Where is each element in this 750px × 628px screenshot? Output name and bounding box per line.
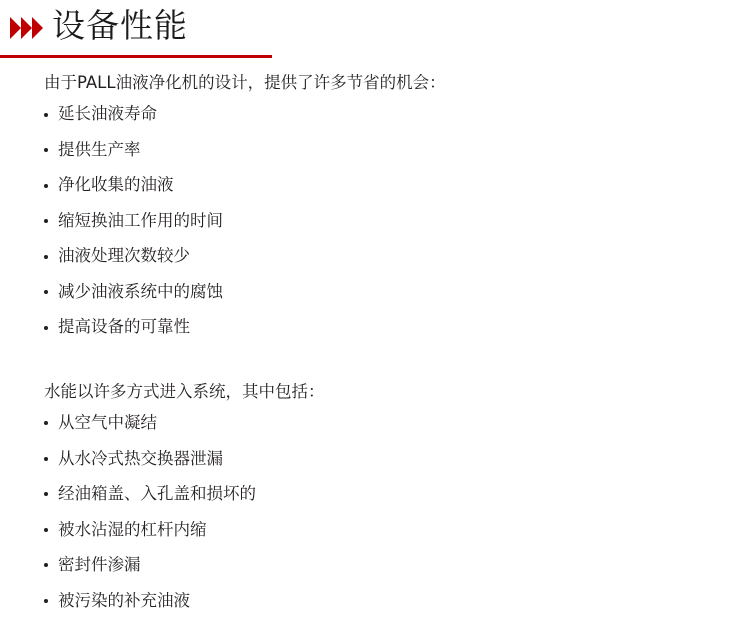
double-chevron-right-icon	[10, 15, 44, 41]
intro-paragraph-2: 水能以许多方式进入系统，其中包括：	[44, 381, 325, 401]
bullet-dot-icon	[44, 219, 48, 223]
intro-paragraph-1: 由于PALL油液净化机的设计，提供了许多节省的机会：	[44, 73, 446, 92]
list-item-label: 被污染的补充油液	[58, 590, 190, 610]
list-item	[44, 139, 704, 159]
list-item	[44, 448, 704, 468]
section-spacer	[44, 355, 704, 381]
list-item-label: 减少油液系统中的腐蚀	[58, 281, 223, 301]
bullet-dot-icon	[44, 492, 48, 496]
list-item	[44, 415, 704, 432]
bullet-dot-icon	[44, 457, 48, 461]
benefits-list	[44, 106, 704, 336]
list-item	[44, 486, 704, 503]
list-item-label: 经油箱盖、入孔盖和损坏的	[58, 484, 256, 504]
bullet-dot-icon	[44, 421, 48, 425]
list-item-label: 油液处理次数较少	[58, 246, 190, 266]
bullet-dot-icon	[44, 113, 48, 117]
list-item	[44, 519, 704, 539]
water-ingress-list	[44, 415, 704, 609]
list-item	[44, 281, 704, 301]
bullet-dot-icon	[44, 148, 48, 152]
list-item-label: 缩短换油工作用的时间	[58, 210, 223, 230]
list-item-label: 从水冷式热交换器泄漏	[58, 448, 223, 468]
list-item-label: 提供生产率	[58, 139, 141, 159]
bullet-dot-icon	[44, 326, 48, 330]
list-item-label: 被水沾湿的杠杆内缩	[58, 519, 207, 539]
bullet-dot-icon	[44, 184, 48, 188]
list-item	[44, 248, 704, 265]
list-item-label: 从空气中凝结	[58, 413, 157, 433]
list-item-label: 延长油液寿命	[58, 104, 157, 124]
list-item	[44, 210, 704, 230]
list-item-label: 净化收集的油液	[58, 175, 174, 195]
list-item	[44, 177, 704, 194]
list-item	[44, 557, 704, 574]
page-header	[0, 0, 272, 58]
bullet-dot-icon	[44, 563, 48, 567]
list-item	[44, 319, 704, 336]
bullet-dot-icon	[44, 255, 48, 259]
page-title: 设备性能	[52, 6, 188, 45]
bullet-dot-icon	[44, 290, 48, 294]
bullet-dot-icon	[44, 528, 48, 532]
bullet-dot-icon	[44, 599, 48, 603]
list-item	[44, 590, 704, 610]
list-item-label: 密封件渗漏	[58, 555, 141, 575]
list-item	[44, 106, 704, 123]
page-content	[44, 72, 704, 628]
list-item-label: 提高设备的可靠性	[58, 317, 190, 337]
